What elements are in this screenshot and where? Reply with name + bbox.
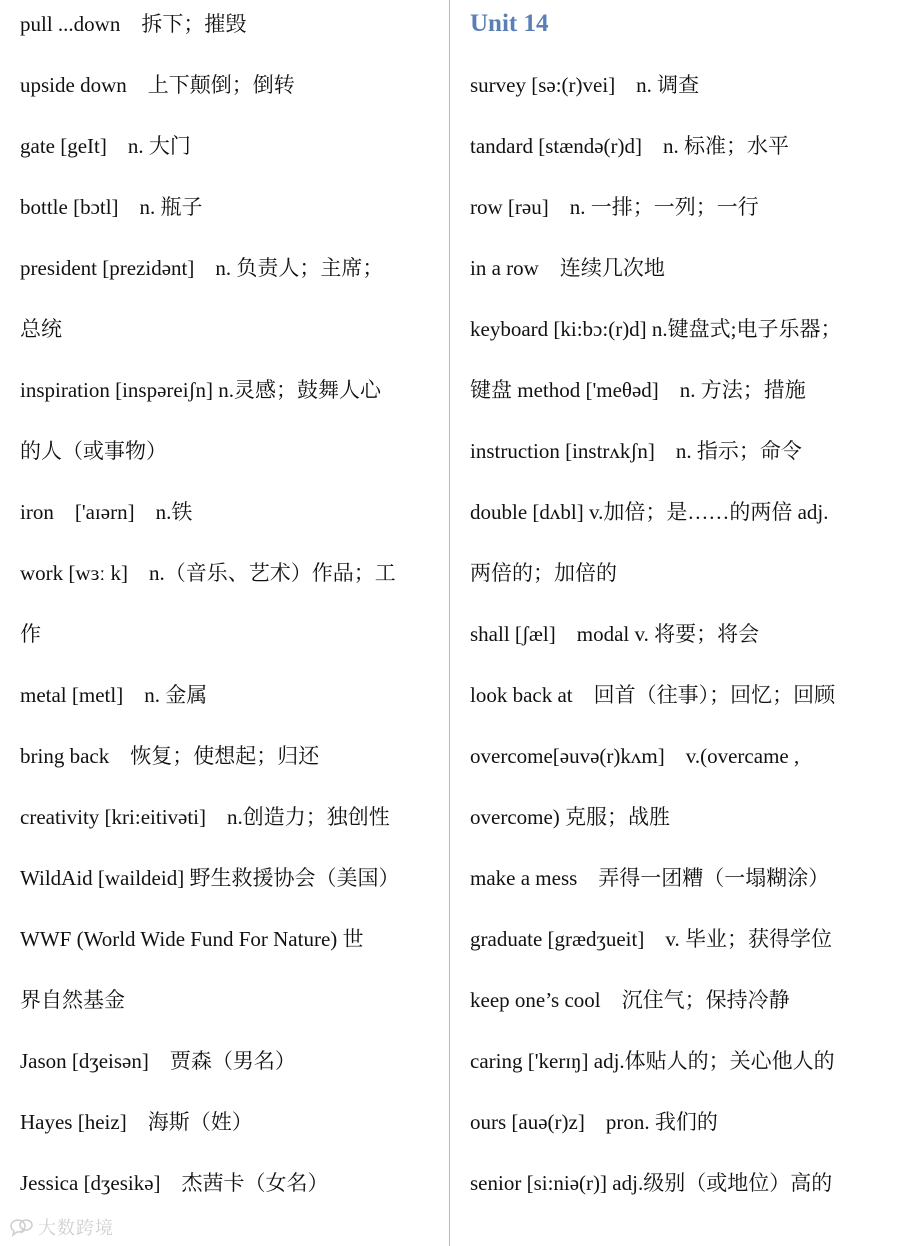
right-column: [470, 0, 890, 1246]
chat-bubble-logo-icon: [8, 1217, 34, 1237]
vocab-line: metal [metl] n. 金属: [20, 683, 208, 707]
vocab-line: keyboard [ki:bɔ:(r)d] n.键盘式;电子乐器；: [470, 317, 842, 341]
vocab-line: graduate [grædʒueit] v. 毕业；获得学位: [470, 927, 832, 951]
vocab-line: Jason [dʒeisən] 贾森（男名）: [20, 1049, 296, 1073]
left-column: [20, 0, 440, 1246]
vocab-line: gate [geIt] n. 大门: [20, 134, 191, 158]
vocab-line: caring ['kerɪŋ] adj.体贴人的；关心他人的: [470, 1049, 835, 1073]
vocab-line: survey [sə:(r)vei] n. 调查: [470, 73, 700, 97]
vocab-line: in a row 连续几次地: [470, 256, 665, 280]
vocab-line: upside down 上下颠倒；倒转: [20, 73, 295, 97]
vocab-line: row [rəu] n. 一排；一列；一行: [470, 195, 759, 219]
vocab-line: WWF (World Wide Fund For Nature) 世: [20, 927, 364, 951]
vocab-line: overcome) 克服；战胜: [470, 805, 671, 829]
watermark-text: 大数跨境: [38, 1218, 114, 1239]
vocab-line: inspiration [inspəreiʃn] n.灵感；鼓舞人心: [20, 378, 382, 402]
unit-title: Unit 14: [470, 10, 549, 37]
vocab-line: ours [auə(r)z] pron. 我们的: [470, 1110, 718, 1134]
vocab-line: shall [ʃæl] modal v. 将要；将会: [470, 622, 760, 646]
vocab-line: pull ...down 拆下；摧毁: [20, 12, 247, 36]
vocab-line: WildAid [waildeid] 野生救援协会（美国）: [20, 866, 400, 890]
vocab-line: make a mess 弄得一团糟（一塌糊涂）: [470, 866, 830, 890]
vocab-line: instruction [instrʌkʃn] n. 指示；命令: [470, 439, 802, 463]
vocab-line: work [wɜː k] n.（音乐、艺术）作品；工: [20, 561, 396, 585]
vocab-line: senior [si:niə(r)] adj.级别（或地位）高的: [470, 1171, 833, 1195]
vocab-line: bottle [bɔtl] n. 瓶子: [20, 195, 203, 219]
vocab-line: overcome[əuvə(r)kʌm] v.(overcame ,: [470, 744, 800, 768]
vocab-line: bring back 恢复；使想起；归还: [20, 744, 320, 768]
vocab-line: look back at 回首（往事）；回忆；回顾: [470, 683, 836, 707]
vocab-line: tandard [stændə(r)d] n. 标准；水平: [470, 134, 790, 158]
vocab-line: 界自然基金: [20, 988, 125, 1012]
vocab-line: 两倍的；加倍的: [470, 561, 617, 585]
vocab-line: iron ['aɪərn] n.铁: [20, 500, 193, 524]
vocab-line: Hayes [heiz] 海斯（姓）: [20, 1110, 253, 1134]
watermark: [8, 1215, 114, 1239]
column-divider: [449, 0, 450, 1246]
vocab-line: Jessica [dʒesikə] 杰茜卡（女名）: [20, 1171, 329, 1195]
vocab-line: 作: [20, 622, 41, 646]
vocab-line: 键盘 method ['meθəd] n. 方法；措施: [470, 378, 806, 402]
vocab-line: creativity [kri:eitivəti] n.创造力；独创性: [20, 805, 390, 829]
vocab-line: president [prezidənt] n. 负责人；主席；: [20, 256, 384, 280]
vocab-line: double [dʌbl] v.加倍；是……的两倍 adj.: [470, 500, 829, 524]
vocab-line: 总统: [20, 317, 62, 341]
vocab-line: 的人（或事物）: [20, 439, 167, 463]
vocab-line: keep one’s cool 沉住气；保持冷静: [470, 988, 790, 1012]
